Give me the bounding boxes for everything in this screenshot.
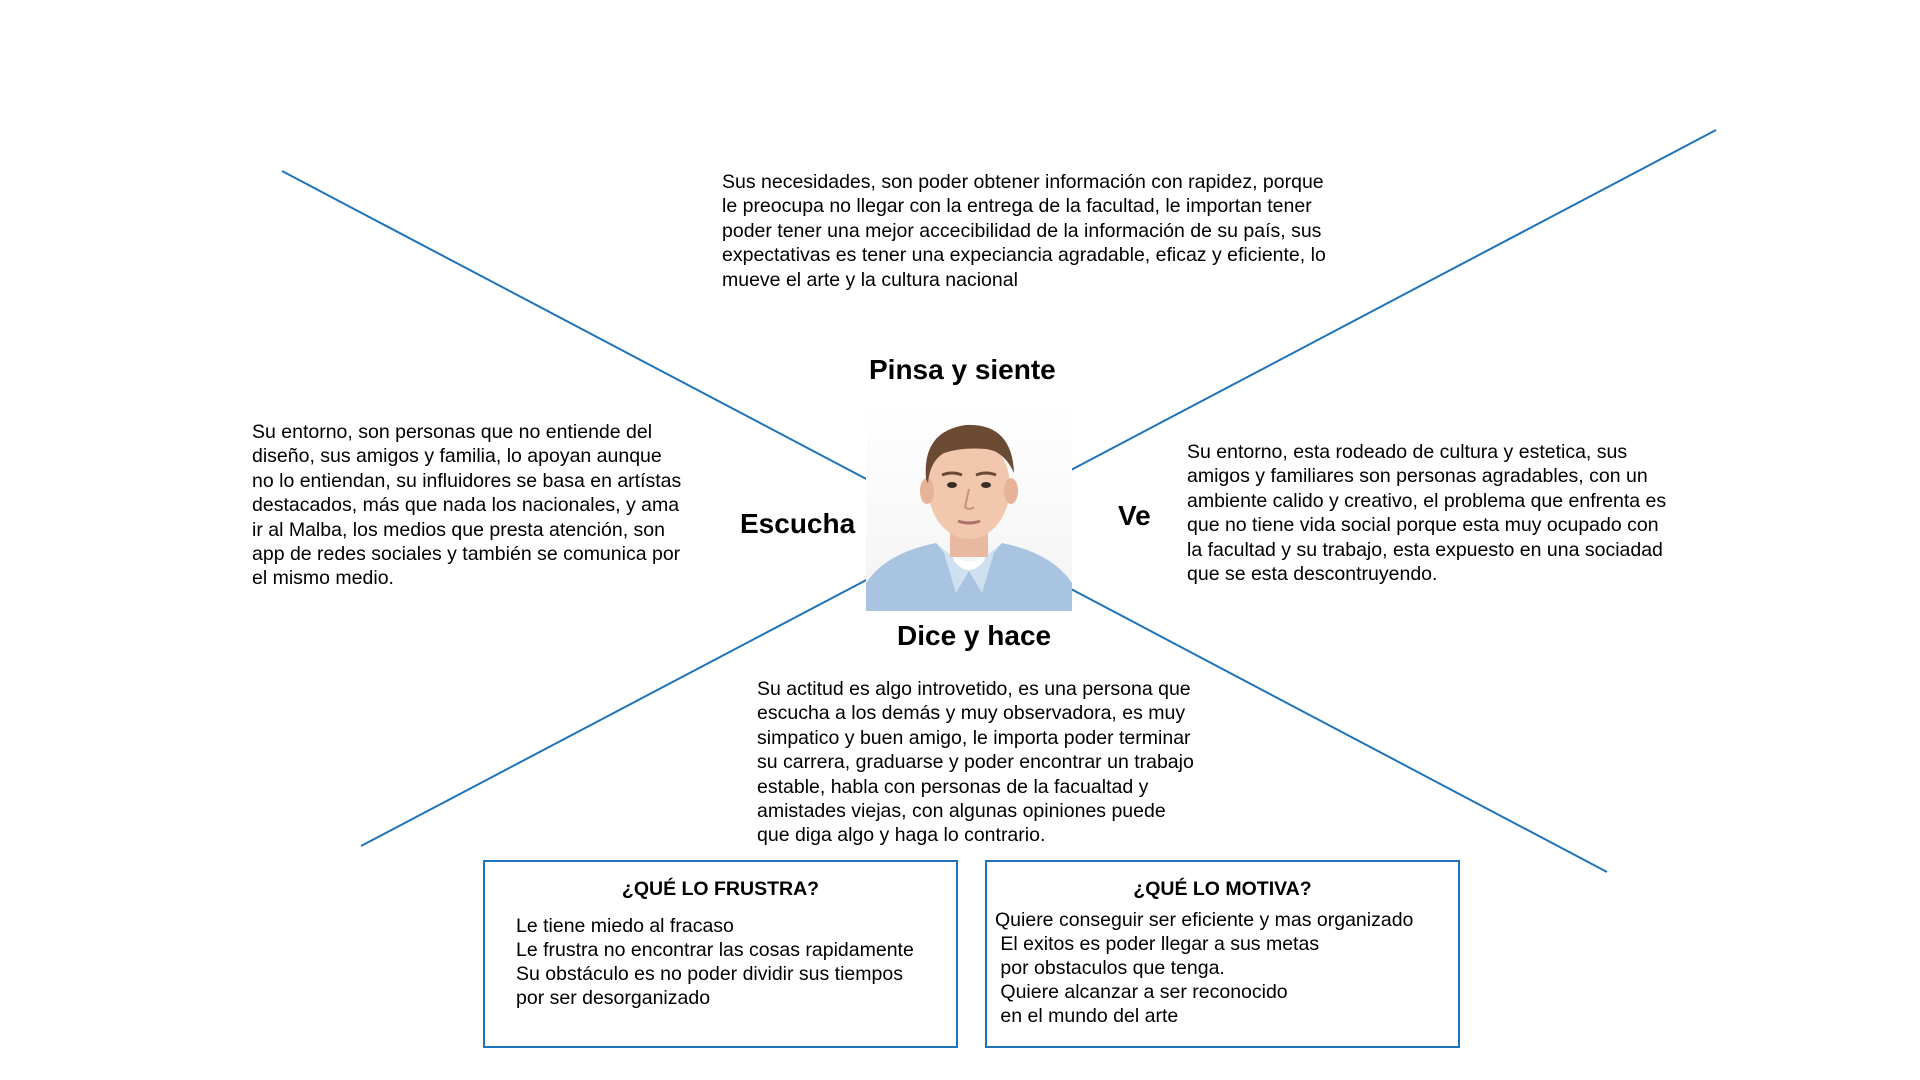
says-does-title: Dice y hace [897, 620, 1052, 651]
sees-text: Su entorno, esta rodeado de cultura y estetica, sus amigos y familiares son personas agradables, con un ambiente calido y creativo, el problema que enfrenta es que no tiene vida social porque esta muy ocupado con la facultad y su trabajo, esta expuesto en una sociadad que se esta descontruyendo. [1187, 441, 1667, 586]
motivation-item: Quiere conseguir ser eficiente y mas organizado [995, 909, 1414, 931]
motivation-item: Quiere alcanzar a ser reconocido [995, 981, 1288, 1003]
frustration-item: Le frustra no encontrar las cosas rapidamente [516, 939, 914, 961]
frustration-item: Su obstáculo es no poder dividir sus tiempos [516, 963, 903, 985]
thinks-feels-title: Pinsa y siente [869, 354, 1056, 385]
hears-text: Su entorno, son personas que no entiende del diseño, sus amigos y familia, lo apoyan aunque no lo entiendan, su influidores se basa en artístas destacados, más que nada los nacionales, y ama ir al Malba, los medios que presta atención, son app de redes sociales y también se comunica por el mismo medio. [252, 421, 682, 590]
motivation-item: El exitos es poder llegar a sus metas [995, 933, 1320, 955]
motivation-item: en el mundo del arte [995, 1005, 1179, 1027]
frustration-item: por ser desorganizado [516, 987, 711, 1009]
motivation-item: por obstaculos que tenga. [995, 957, 1225, 979]
frustration-item: Le tiene miedo al fracaso [516, 915, 734, 937]
sees-title: Ve [1118, 500, 1151, 531]
says-does-text: Su actitud es algo introvetido, es una persona que escucha a los demás y muy observadora, es muy simpatico y buen amigo, le importa poder terminar su carrera, graduarse y poder encontrar un trabajo estable, habla con personas de la facualtad y amistades viejas, con algunas opiniones puede que diga algo y haga lo contrario. [757, 678, 1194, 847]
motivations-box [985, 860, 1460, 1048]
hears-title: Escucha [740, 508, 856, 539]
frustrations-box [483, 860, 958, 1048]
frustrations-title: ¿QUÉ LO FRUSTRA? [621, 878, 820, 900]
motivations-title: ¿QUÉ LO MOTIVA? [1133, 878, 1312, 900]
person-portrait-icon [866, 403, 1072, 611]
person-avatar [866, 403, 1072, 611]
thinks-feels-text: Sus necesidades, son poder obtener información con rapidez, porque le preocupa no llegar con la entrega de la facultad, le importan tener poder tener una mejor accecibilidad de la información de su país, sus expectativas es tener una expeciancia agradable, eficaz y eficiente, lo mueve el arte y la cultura nacional [722, 171, 1326, 291]
